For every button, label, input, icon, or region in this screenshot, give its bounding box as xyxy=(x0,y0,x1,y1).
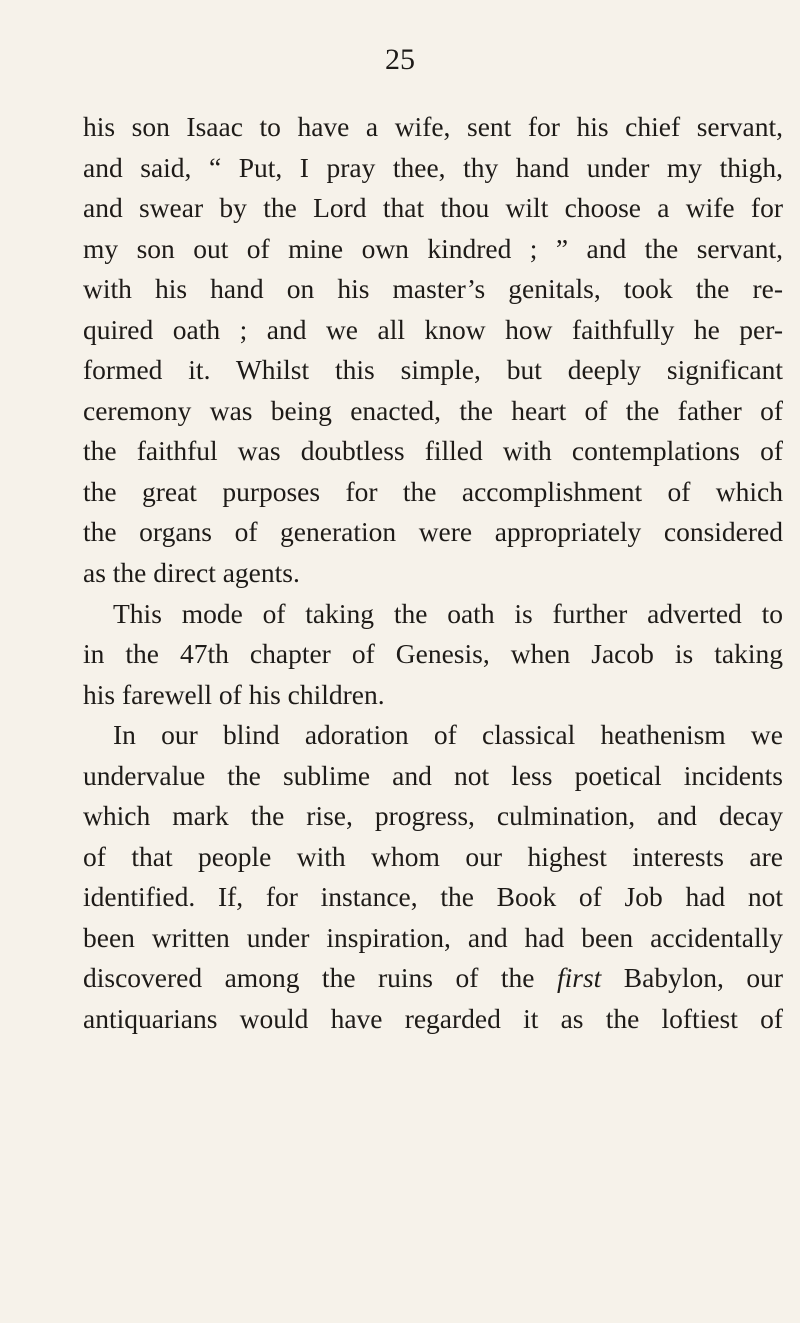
text-line: formed it. Whilst this simple, but deeply significant xyxy=(83,354,783,386)
text-line: In our blind adoration of classical heathenism we xyxy=(113,719,783,751)
text-line: antiquarians would have regarded it as the loftiest of xyxy=(83,1003,783,1035)
paragraph-3 xyxy=(83,715,783,1039)
text-line: the faithful was doubtless filled with contemplations of xyxy=(83,435,783,467)
text-line: quired oath ; and we all know how faithfully he per- xyxy=(83,313,783,345)
text-line: with his hand on his master’s genitals, took the re- xyxy=(83,273,783,305)
text-segment: Babylon, our xyxy=(601,962,783,994)
body-text xyxy=(83,107,783,1040)
text-line: and swear by the Lord that thou wilt choose a wife for xyxy=(83,192,783,224)
text-line: his farewell of his children. xyxy=(83,678,385,710)
text-line-with-italic xyxy=(83,958,783,999)
text-line: in the 47th chapter of Genesis, when Jacob is taking xyxy=(83,638,783,670)
text-line: ceremony was being enacted, the heart of the father of xyxy=(83,394,783,426)
text-line: and said, “ Put, I pray thee, thy hand under my thigh, xyxy=(83,151,783,183)
text-line: which mark the rise, progress, culmination, and decay xyxy=(83,800,783,832)
paragraph-2 xyxy=(83,594,783,716)
page-number: 25 xyxy=(385,43,415,76)
italic-word: first xyxy=(556,962,602,994)
paragraph-1 xyxy=(83,107,783,594)
text-line: of that people with whom our highest interests are xyxy=(83,840,783,872)
text-line: as the direct agents. xyxy=(83,557,300,589)
text-segment: discovered among the ruins of the xyxy=(83,962,557,994)
text-line: This mode of taking the oath is further adverted to xyxy=(113,597,783,629)
text-line: undervalue the sublime and not less poetical incidents xyxy=(83,759,783,791)
text-line: been written under inspiration, and had been accidentally xyxy=(83,921,783,953)
text-line: the organs of generation were appropriately considered xyxy=(83,516,783,548)
text-line: identified. If, for instance, the Book of Job had not xyxy=(83,881,783,913)
text-line: the great purposes for the accomplishment of which xyxy=(83,475,783,507)
text-line: his son Isaac to have a wife, sent for his chief servant, xyxy=(83,111,783,142)
text-line: my son out of mine own kindred ; ” and the servant, xyxy=(83,232,783,264)
